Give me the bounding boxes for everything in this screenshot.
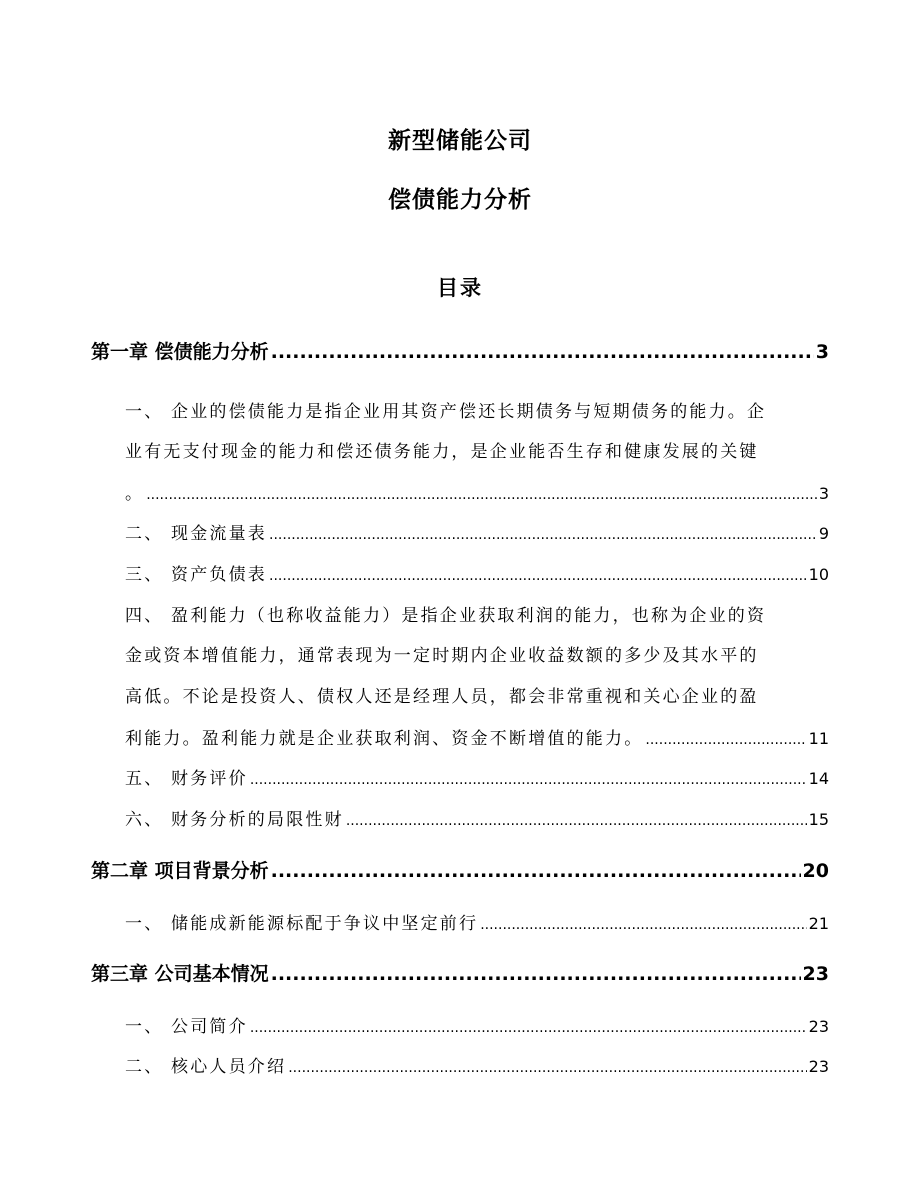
toc-section-1-line-3: 。 <box>125 484 145 504</box>
toc-section-4-line-2[interactable]: 金或资本增值能力，通常表现为一定时期内企业收益数额的多少及其水平的 <box>125 646 759 666</box>
toc-leader-dots <box>346 813 807 829</box>
toc-chapter-2-label: 第二章 项目背景分析 <box>91 860 269 882</box>
toc-section-4-line-3[interactable]: 高低。不论是投资人、债权人还是经理人员，都会非常重视和关心企业的盈 <box>125 687 759 707</box>
toc-section-2-label: 二、 现金流量表 <box>125 524 268 544</box>
toc-section-1-line-1[interactable]: 一、 企业的偿债能力是指企业用其资产偿还长期债务与短期债务的能力。企 <box>125 402 767 422</box>
toc-section-8-page: 23 <box>808 1017 829 1036</box>
toc-leader-dots <box>250 1020 807 1036</box>
toc-section-6-label: 六、 财务分析的局限性财 <box>125 810 344 830</box>
toc-section-6[interactable] <box>125 805 829 830</box>
toc-section-7[interactable] <box>125 909 829 934</box>
toc-section-9-page: 23 <box>808 1057 829 1076</box>
toc-section-2[interactable] <box>125 519 829 544</box>
toc-leader-dots <box>271 963 801 985</box>
toc-heading: 目录 <box>437 276 483 300</box>
toc-section-4-page: 11 <box>808 729 829 748</box>
toc-chapter-1-page: 3 <box>815 341 829 363</box>
toc-section-4-last-line[interactable] <box>125 724 829 749</box>
toc-section-9[interactable] <box>125 1052 829 1077</box>
toc-chapter-1-label: 第一章 偿债能力分析 <box>91 341 269 363</box>
toc-chapter-2[interactable] <box>91 856 829 883</box>
toc-chapter-2-page: 20 <box>802 860 829 882</box>
toc-section-3[interactable] <box>125 560 829 585</box>
document-subtitle: 偿债能力分析 <box>388 187 532 213</box>
toc-leader-dots <box>645 732 806 748</box>
toc-leader-dots <box>271 341 814 363</box>
toc-section-5[interactable] <box>125 764 829 789</box>
toc-section-9-label: 二、 核心人员介绍 <box>125 1057 287 1077</box>
document-title: 新型储能公司 <box>388 128 532 154</box>
toc-chapter-3-page: 23 <box>802 963 829 985</box>
toc-leader-dots <box>269 527 817 543</box>
toc-section-4-line-4: 利能力。盈利能力就是企业获取利润、资金不断增值的能力。 <box>125 729 644 749</box>
toc-section-8-label: 一、 公司简介 <box>125 1017 248 1037</box>
toc-section-5-label: 五、 财务评价 <box>125 769 248 789</box>
toc-section-1-line-2[interactable]: 业有无支付现金的能力和偿还债务能力，是企业能否生存和健康发展的关键 <box>125 442 759 462</box>
toc-leader-dots <box>271 860 801 882</box>
toc-leader-dots <box>250 772 807 788</box>
toc-leader-dots <box>269 568 807 584</box>
toc-section-4-line-1[interactable]: 四、 盈利能力（也称收益能力）是指企业获取利润的能力，也称为企业的资 <box>125 606 767 626</box>
toc-section-3-page: 10 <box>808 565 829 584</box>
toc-section-1-page: 3 <box>818 484 829 503</box>
toc-section-7-label: 一、 储能成新能源标配于争议中坚定前行 <box>125 914 479 934</box>
toc-leader-dots <box>288 1060 806 1076</box>
toc-section-6-page: 15 <box>808 810 829 829</box>
toc-chapter-3-label: 第三章 公司基本情况 <box>91 963 269 985</box>
toc-section-7-page: 21 <box>808 914 829 933</box>
toc-chapter-1[interactable] <box>91 337 829 364</box>
toc-leader-dots <box>146 487 817 503</box>
toc-leader-dots <box>480 917 806 933</box>
toc-section-1-last-line[interactable] <box>125 479 829 504</box>
toc-section-2-page: 9 <box>818 524 829 543</box>
toc-section-3-label: 三、 资产负债表 <box>125 565 268 585</box>
toc-section-8[interactable] <box>125 1012 829 1037</box>
toc-section-5-page: 14 <box>808 769 829 788</box>
toc-chapter-3[interactable] <box>91 959 829 986</box>
